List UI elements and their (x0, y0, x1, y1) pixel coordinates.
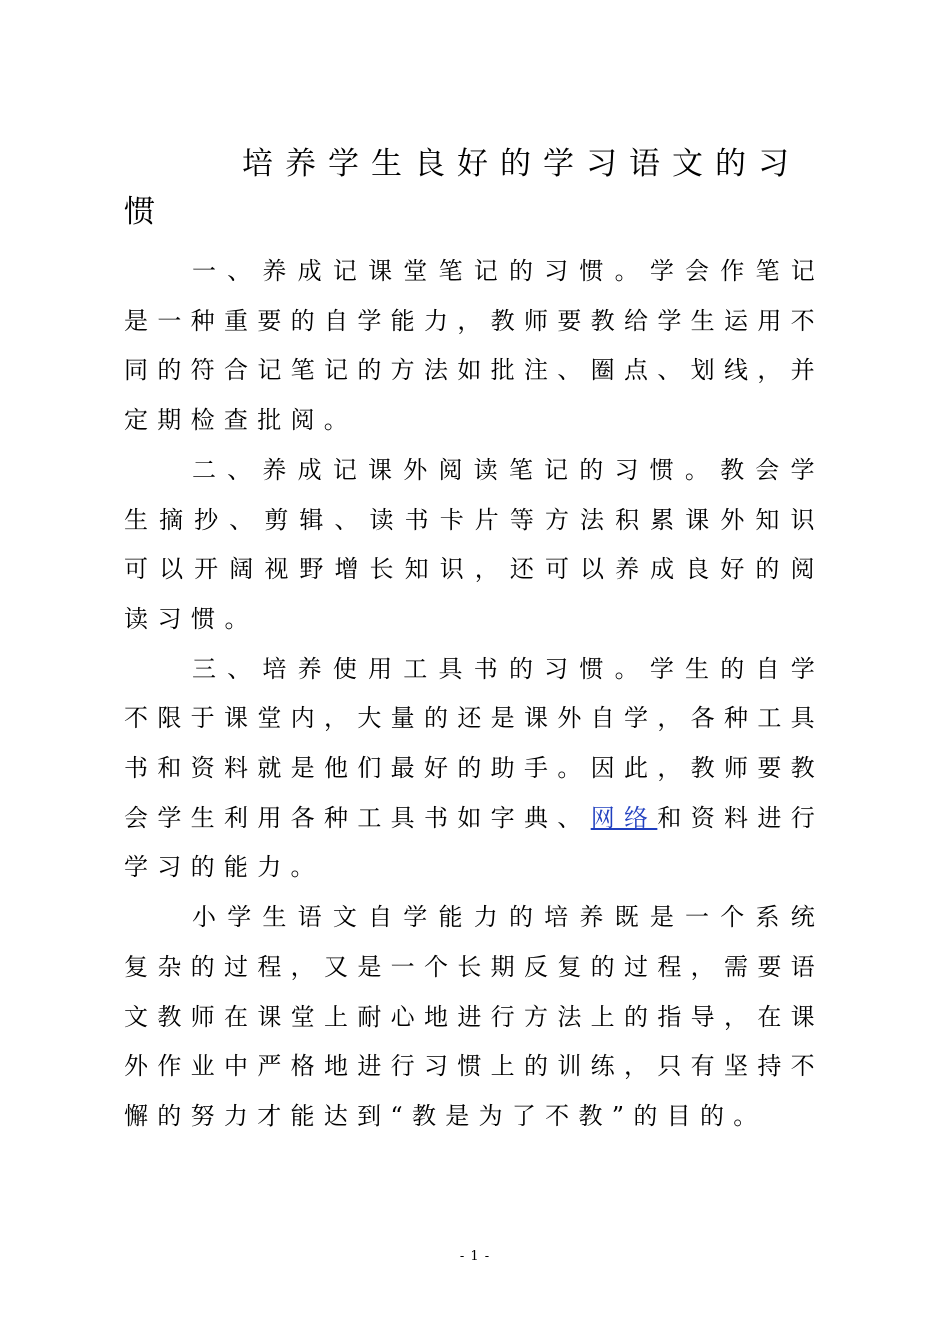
paragraph-3 (124, 645, 824, 894)
document-body (124, 247, 824, 1142)
document-title: 培养学生良好的学习语文的习惯 (124, 146, 801, 230)
paragraph-3-text-after: 和资料进行学习的能力。 (124, 803, 824, 882)
paragraph-1: 一、养成记课堂笔记的习惯。学会作笔记是一种重要的自学能力，教师要教给学生运用不同的符合记笔记的方法如批注、圈点、划线，并定期检查批阅。 (124, 257, 824, 435)
paragraph-2: 二、养成记课外阅读笔记的习惯。教会学生摘抄、剪辑、读书卡片等方法积累课外知识可以开阔视野增长知识，还可以养成良好的阅读习惯。 (124, 455, 824, 633)
paragraph-3-text-before: 三、培养使用工具书的习惯。学生的自学不限于课堂内，大量的还是课外自学，各种工具书和资料就是他们最好的助手。因此，教师要教会学生利用各种工具书如字典、 (124, 654, 824, 832)
paragraph-4: 小学生语文自学能力的培养既是一个系统复杂的过程，又是一个长期反复的过程，需要语文教师在课堂上耐心地进行方法上的指导，在课外作业中严格地进行习惯上的训练，只有坚持不懈的努力才能达到“教是为了不教”的目的。 (124, 903, 824, 1130)
page-number: - 1 - (459, 1249, 491, 1264)
network-link[interactable]: 网络 (590, 803, 658, 832)
